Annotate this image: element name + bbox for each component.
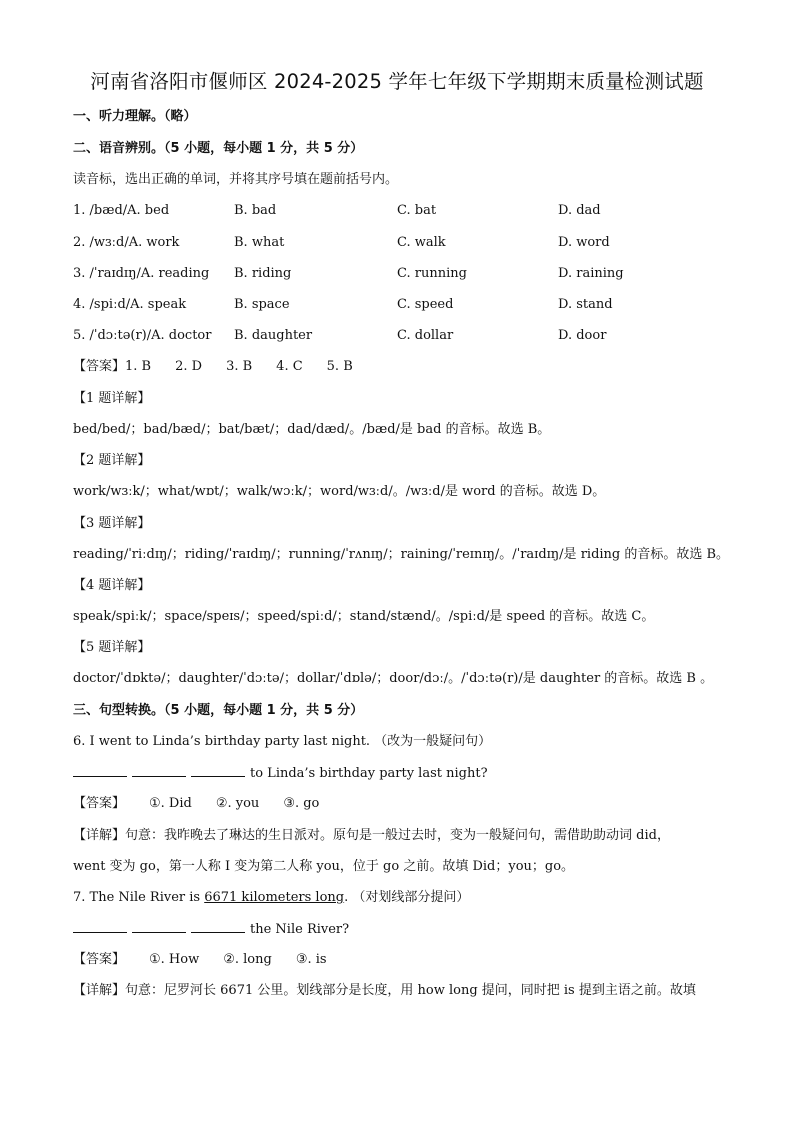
answer-row	[73, 358, 353, 376]
answer-label: 【答案】	[73, 952, 126, 967]
question-7-blanks	[73, 920, 349, 939]
option-d: D. door	[558, 328, 607, 343]
option-b: B. bad	[234, 203, 277, 218]
detail-5-text: doctor/ˈdɒktə/；daughter/ˈdɔːtə/；dollar/ˈdɒlə/；door/dɔː/。/ˈdɔːtə(r)/是 daughter 的音标。故选 B 。	[73, 671, 714, 686]
answer-label: 【答案】	[73, 359, 126, 374]
option-d: D. dad	[558, 203, 601, 218]
blank-tail: to Linda’s birthday party last night?	[250, 766, 488, 781]
detail-text: 句意：尼罗河长 6671 公里。划线部分是长度，用 how long 提问，同时把 is 提到主语之前。故填	[125, 983, 696, 998]
option-c: C. running	[397, 266, 467, 281]
answer-item: ③. is	[295, 952, 327, 967]
answer-item: 2. D	[175, 359, 203, 374]
detail-5-label: 【5 题详解】	[73, 640, 151, 655]
stem-text: . （对划线部分提问）	[344, 890, 470, 905]
underlined-part: 6671 kilometers long	[204, 890, 345, 905]
answer-item: ①. Did	[149, 796, 192, 811]
answer-blank	[73, 920, 127, 933]
detail-label: 【详解】	[73, 983, 126, 998]
option-d: D. word	[558, 235, 610, 250]
answer-blank	[191, 920, 245, 933]
page-title: 河南省洛阳市偃师区 2024-2025 学年七年级下学期期末质量检测试题	[90, 70, 704, 93]
question-stem: 4. /spiːd/A. speak	[73, 297, 187, 312]
answer-item: 4. C	[276, 359, 303, 374]
answer-item: 1. B	[125, 359, 152, 374]
option-c: C. speed	[397, 297, 454, 312]
stem-text: 7. The Nile River is	[73, 890, 205, 905]
option-b: B. daughter	[234, 328, 313, 343]
option-b: B. space	[234, 297, 290, 312]
detail-2-label: 【2 题详解】	[73, 453, 151, 468]
detail-text: 句意：我昨晚去了琳达的生日派对。原句是一般过去时，变为一般疑问句，需借助助动词 did，	[125, 828, 670, 843]
detail-label: 【详解】	[73, 828, 126, 843]
question-stem: 1. /bæd/A. bed	[73, 203, 170, 218]
question-6-detail-line-2: went 变为 go，第一人称 I 变为第二人称 you，位于 go 之前。故填 Did；you；go。	[73, 859, 575, 874]
blank-tail: the Nile River?	[250, 922, 350, 937]
section-2-heading: 二、语音辨别。（5 小题，每小题 1 分，共 5 分）	[73, 141, 364, 156]
question-6-blanks	[73, 764, 488, 783]
detail-2-text: work/wɜːk/；what/wɒt/；walk/wɔːk/；word/wɜːd/。/wɜːd/是 word 的音标。故选 D。	[73, 484, 606, 499]
question-6-stem: 6. I went to Linda’s birthday party last night. （改为一般疑问句）	[73, 734, 492, 749]
answer-blank	[132, 764, 186, 777]
section-2-instruction: 读音标，选出正确的单词，并将其序号填在题前括号内。	[73, 172, 399, 187]
answer-label: 【答案】	[73, 796, 126, 811]
option-c: C. walk	[397, 235, 446, 250]
detail-4-text: speak/spiːk/；space/speɪs/；speed/spiːd/；stand/stænd/。/spiːd/是 speed 的音标。故选 C。	[73, 609, 655, 624]
answer-item: 3. B	[226, 359, 253, 374]
answer-item: ①. How	[149, 952, 200, 967]
option-b: B. riding	[234, 266, 292, 281]
detail-3-text: reading/ˈriːdɪŋ/；riding/ˈraɪdɪŋ/；running/ˈrʌnɪŋ/；raining/ˈreɪnɪŋ/。/ˈraɪdɪŋ/是 riding 的音标。故选 B。	[73, 547, 730, 562]
section-3-heading: 三、句型转换。（5 小题，每小题 1 分，共 5 分）	[73, 703, 364, 718]
option-d: D. raining	[558, 266, 624, 281]
option-b: B. what	[234, 235, 285, 250]
question-stem: 5. /ˈdɔːtə(r)/A. doctor	[73, 328, 212, 343]
question-7-detail-line-1	[73, 982, 696, 1000]
question-6-detail-line-1	[73, 827, 670, 845]
answer-blank	[191, 764, 245, 777]
answer-item: 5. B	[326, 359, 353, 374]
option-d: D. stand	[558, 297, 613, 312]
detail-4-label: 【4 题详解】	[73, 578, 151, 593]
option-c: C. bat	[397, 203, 437, 218]
answer-item: ②. you	[215, 796, 260, 811]
detail-1-text: bed/bed/；bad/bæd/；bat/bæt/；dad/dæd/。/bæd/是 bad 的音标。故选 B。	[73, 422, 551, 437]
answer-blank	[132, 920, 186, 933]
detail-1-label: 【1 题详解】	[73, 391, 151, 406]
section-1-heading: 一、听力理解。（略）	[73, 109, 197, 124]
question-stem: 3. /ˈraɪdɪŋ/A. reading	[73, 266, 210, 281]
detail-3-label: 【3 题详解】	[73, 516, 151, 531]
question-stem: 2. /wɜːd/A. work	[73, 235, 180, 250]
question-7-stem	[73, 889, 469, 907]
question-6-answer	[73, 795, 319, 813]
question-7-answer	[73, 951, 327, 969]
answer-blank	[73, 764, 127, 777]
option-c: C. dollar	[397, 328, 454, 343]
answer-item: ②. long	[223, 952, 272, 967]
answer-item: ③. go	[283, 796, 320, 811]
